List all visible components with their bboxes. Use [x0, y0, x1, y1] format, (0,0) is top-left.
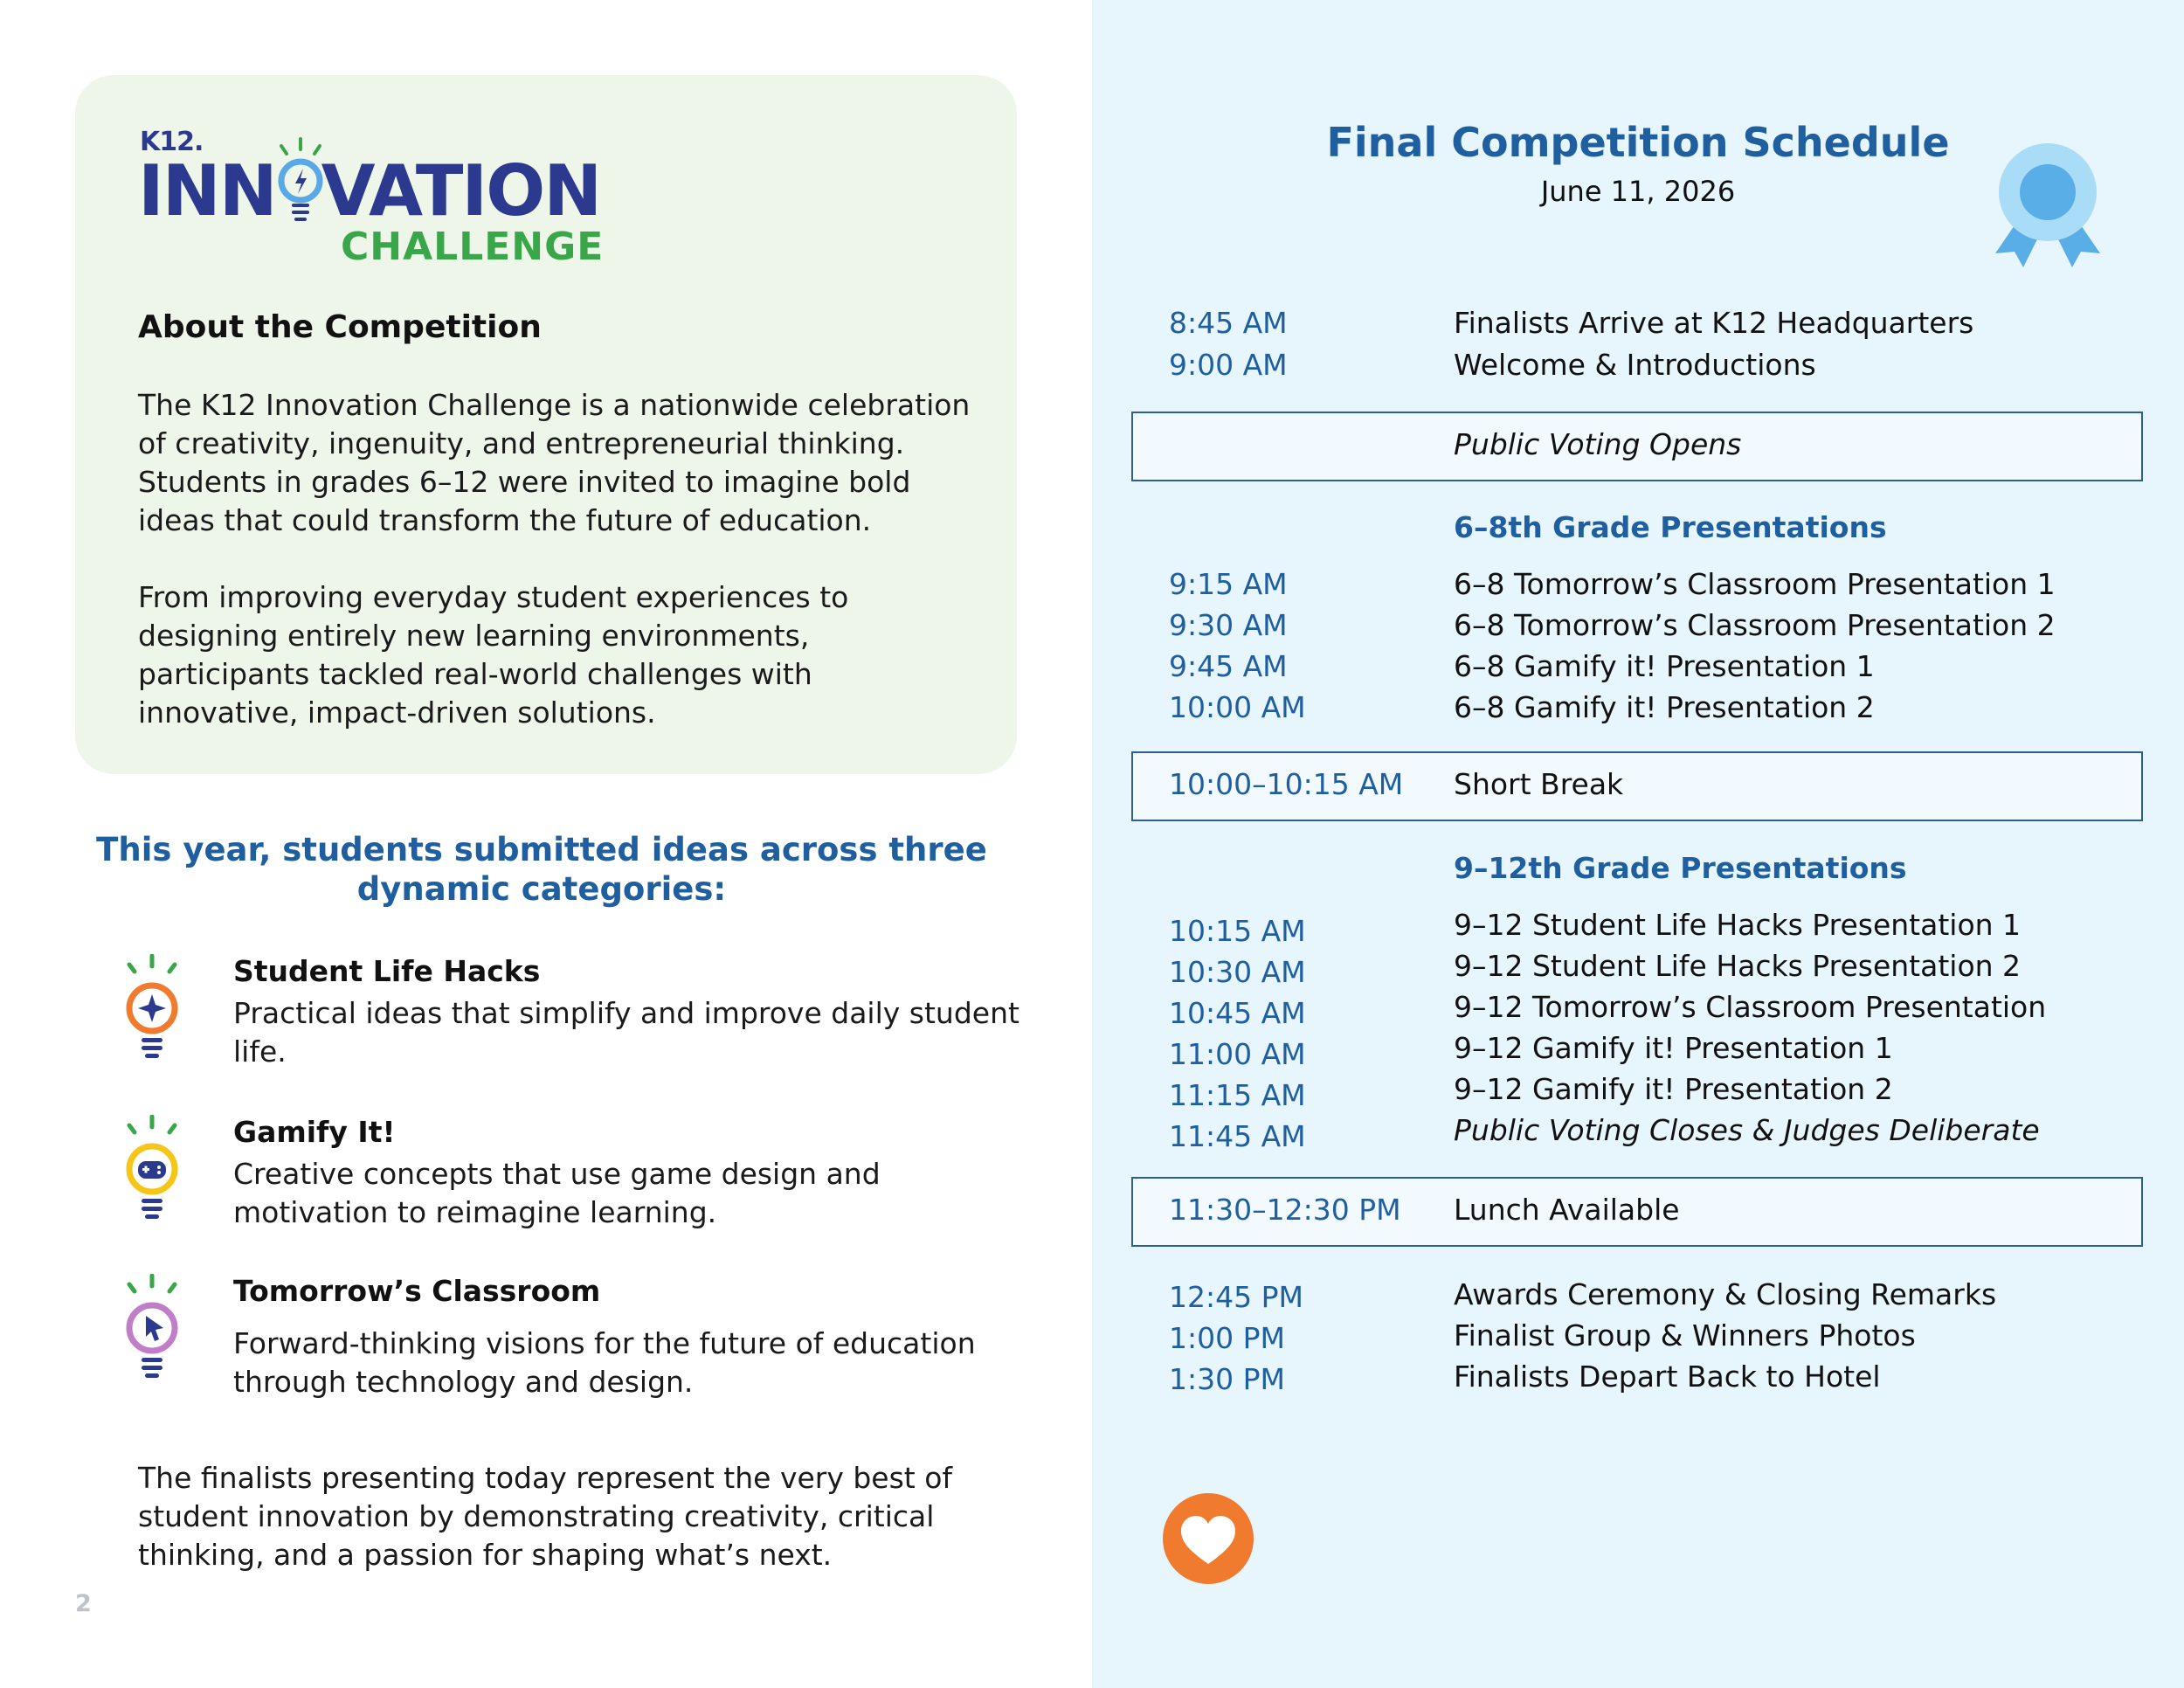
schedule-highlight-row	[1131, 1177, 2143, 1247]
schedule-time: 12:45 PM	[1169, 1280, 1303, 1314]
schedule-event: 6–8 Tomorrow’s Classroom Presentation 1	[1454, 567, 2056, 601]
schedule-time: 9:30 AM	[1169, 608, 1288, 642]
innovation-challenge-logo	[138, 127, 610, 269]
about-paragraph-1: The K12 Innovation Challenge is a nationwide celebration of creativity, ingenuity, and entrepreneurial thinking. Students in grades 6–12 were invited to imagine bold ideas that could transform the future of education.	[138, 388, 971, 537]
schedule-time: 10:45 AM	[1169, 996, 1306, 1030]
schedule-time: 9:45 AM	[1169, 649, 1288, 683]
schedule-event: 6–8 Gamify it! Presentation 2	[1454, 690, 1875, 724]
schedule-event: Public Voting Closes & Judges Deliberate	[1454, 1113, 2040, 1147]
schedule-time: 10:15 AM	[1169, 914, 1306, 948]
schedule-time: 1:30 PM	[1169, 1362, 1285, 1396]
schedule-event: 9–12 Student Life Hacks Presentation 1	[1454, 908, 2022, 942]
schedule-title: Final Competition Schedule	[1326, 119, 1950, 166]
categories-heading: This year, students submitted ideas across three dynamic categories:	[96, 831, 987, 908]
category-tomorrows-classroom	[114, 1274, 1040, 1399]
logo-k12: K12.	[140, 127, 204, 157]
schedule-event: Finalists Depart Back to Hotel	[1454, 1359, 1881, 1394]
schedule-event: Lunch Available	[1454, 1193, 1680, 1227]
schedule-time: 10:00 AM	[1169, 690, 1306, 724]
schedule-event: Awards Ceremony & Closing Remarks	[1454, 1277, 1997, 1311]
schedule-event: 9–12 Gamify it! Presentation 1	[1454, 1031, 1893, 1065]
schedule-event: Finalist Group & Winners Photos	[1454, 1318, 1916, 1352]
about-heading: About the Competition	[138, 309, 542, 345]
schedule-time: 11:45 AM	[1169, 1119, 1306, 1153]
category-title: Gamify It!	[233, 1115, 396, 1149]
category-title: Tomorrow’s Classroom	[233, 1274, 601, 1308]
category-description: Forward-thinking visions for the future of education through technology and design.	[233, 1326, 976, 1399]
section-heading-grades-9-12: 9–12th Grade Presentations	[1454, 851, 1907, 885]
compass-bulb-icon	[124, 954, 180, 1062]
schedule-time: 8:45 AM	[1169, 306, 1288, 340]
logo-challenge: CHALLENGE	[341, 225, 605, 269]
schedule-time: 11:15 AM	[1169, 1078, 1306, 1112]
schedule-time: 11:30–12:30 PM	[1169, 1193, 1401, 1227]
schedule-date: June 11, 2026	[1540, 175, 1736, 208]
schedule-time: 10:30 AM	[1169, 955, 1306, 989]
schedule-event: Public Voting Opens	[1454, 427, 1742, 461]
closing-paragraph: The finalists presenting today represent the very best of student innovation by demonstrating creativity, critical thinking, and a passion for shaping what’s next.	[138, 1461, 953, 1572]
schedule-event: 9–12 Gamify it! Presentation 2	[1454, 1072, 1893, 1106]
category-description: Creative concepts that use game design and motivation to reimagine learning.	[233, 1157, 881, 1229]
category-student-life-hacks	[114, 954, 1040, 1076]
about-paragraph-2: From improving everyday student experiences to designing entirely new learning environments, participants tackled real-world challenges with innovative, impact-driven solutions.	[138, 580, 849, 730]
schedule-time: 11:00 AM	[1169, 1037, 1306, 1071]
schedule-event: 6–8 Tomorrow’s Classroom Presentation 2	[1454, 608, 2056, 642]
schedule-highlight-row	[1131, 412, 2143, 481]
section-heading-grades-6-8: 6–8th Grade Presentations	[1454, 510, 1887, 544]
schedule-time: 1:00 PM	[1169, 1321, 1285, 1355]
schedule-time: 9:00 AM	[1169, 348, 1288, 382]
cursor-bulb-icon	[124, 1274, 180, 1382]
schedule-event: 6–8 Gamify it! Presentation 1	[1454, 649, 1875, 683]
award-ribbon-icon	[1988, 140, 2107, 273]
schedule-event: Finalists Arrive at K12 Headquarters	[1454, 306, 1974, 340]
category-title: Student Life Hacks	[233, 954, 541, 988]
schedule-time: 10:00–10:15 AM	[1169, 767, 1404, 801]
category-description: Practical ideas that simplify and improve daily student life.	[233, 996, 1019, 1069]
schedule-highlight-row	[1131, 751, 2143, 821]
schedule-event: Short Break	[1454, 767, 1624, 801]
heart-icon	[1162, 1492, 1254, 1585]
gamepad-bulb-icon	[124, 1115, 180, 1223]
schedule-event: Welcome & Introductions	[1454, 348, 1816, 382]
schedule-event: 9–12 Tomorrow’s Classroom Presentation	[1454, 990, 2047, 1024]
lightbulb-icon	[273, 135, 328, 232]
logo-innovation: INN VATION	[138, 150, 601, 232]
page-number: 2	[75, 1590, 92, 1617]
schedule-time: 9:15 AM	[1169, 567, 1288, 601]
schedule-event: 9–12 Student Life Hacks Presentation 2	[1454, 949, 2022, 983]
category-gamify-it	[114, 1115, 1040, 1237]
